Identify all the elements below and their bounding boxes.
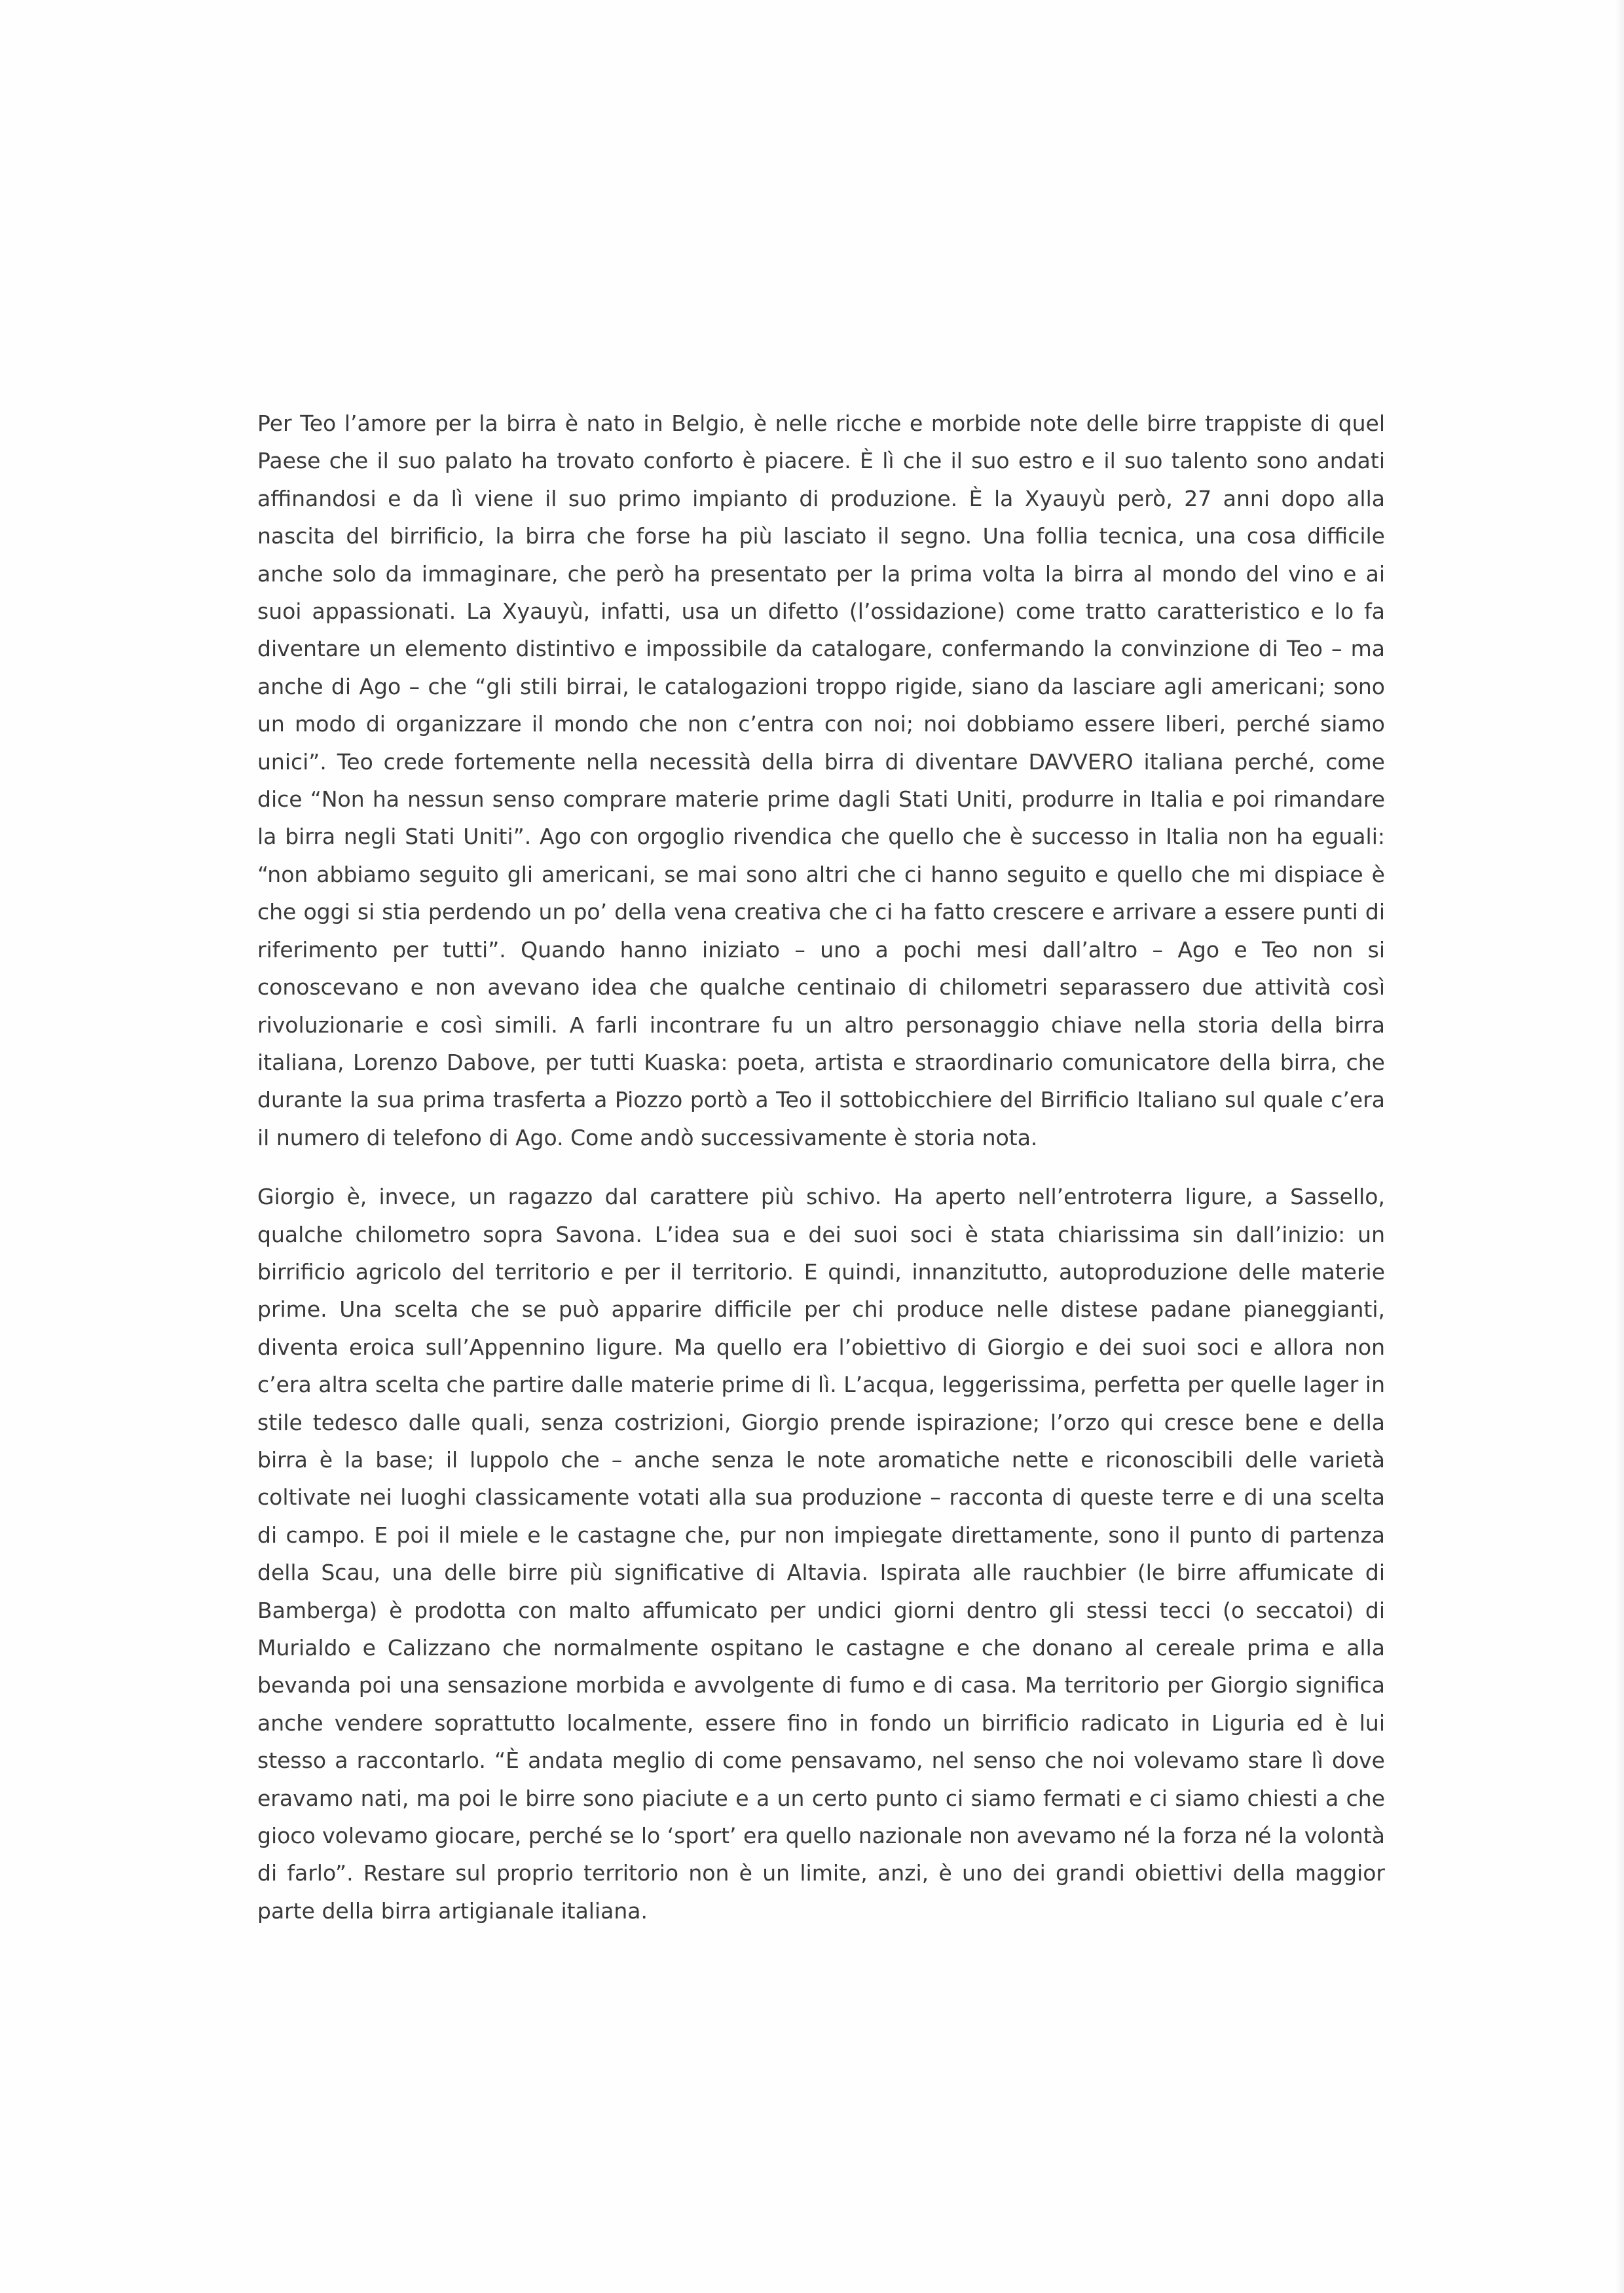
body-text (257, 405, 1385, 1930)
paragraph-teo-ago: Per Teo l’amore per la birra è nato in Belgio, è nelle ricche e morbide note delle birre trappiste di quel Paese che il suo palato ha trovato conforto è piacere. È lì che il suo estro e il suo talento sono andati affinandosi e da lì viene il suo primo impianto di produzione. È la Xyauyù però, 27 anni dopo alla nascita del birrificio, la birra che forse ha più lasciato il segno. Una follia tecnica, una cosa difficile anche solo da immaginare, che però ha presentato per la prima volta la birra al mondo del vino e ai suoi appassionati. La Xyauyù, infatti, usa un difetto (l’ossidazione) come tratto caratteristico e lo fa diventare un elemento distintivo e impossibile da catalogare, confermando la convinzione di Teo – ma anche di Ago – che “gli stili birrai, le catalogazioni troppo rigide, siano da lasciare agli americani; sono un modo di organizzare il mondo che non c’entra con noi; noi dobbiamo essere liberi, perché siamo unici”. Teo crede fortemente nella necessità della birra di diventare DAVVERO italiana perché, come dice “Non ha nessun senso comprare materie prime dagli Stati Uniti, produrre in Italia e poi rimandare la birra negli Stati Uniti”. Ago con orgoglio rivendica che quello che è successo in Italia non ha eguali: “non abbiamo seguito gli americani, se mai sono altri che ci hanno seguito e quello che mi dispiace è che oggi si stia perdendo un po’ della vena creativa che ci ha fatto crescere e arrivare a essere punti di riferimento per tutti”. Quando hanno iniziato – uno a pochi mesi dall’altro – Ago e Teo non si conoscevano e non avevano idea che qualche centinaio di chilometri separassero due attività così rivoluzionarie e così simili. A farli incontrare fu un altro personaggio chiave nella storia della birra italiana, Lorenzo Dabove, per tutti Kuaska: poeta, artista e straordinario comunicatore della birra, che durante la sua prima trasferta a Piozzo portò a Teo il sottobicchiere del Birrificio Italiano sul quale c’era il numero di telefono di Ago. Come andò successivamente è storia nota. (257, 411, 1385, 1150)
paragraph-giorgio: Giorgio è, invece, un ragazzo dal carattere più schivo. Ha aperto nell’entroterra ligure, a Sassello, qualche chilometro sopra Savona. L’idea sua e dei suoi soci è stata chiarissima sin dall’inizio: un birrificio agricolo del territorio e per il territorio. E quindi, innanzitutto, autoproduzione delle materie prime. Una scelta che se può apparire difficile per chi produce nelle distese padane pianeggianti, diventa eroica sull’Appennino ligure. Ma quello era l’obiettivo di Giorgio e dei suoi soci e allora non c’era altra scelta che partire dalle materie prime di lì. L’acqua, leggerissima, perfetta per quelle lager in stile tedesco dalle quali, senza costrizioni, Giorgio prende ispirazione; l’orzo qui cresce bene e della birra è la base; il luppolo che – anche senza le note aromatiche nette e riconoscibili delle varietà coltivate nei luoghi classicamente votati alla sua produzione – racconta di queste terre e di una scelta di campo. E poi il miele e le castagne che, pur non impiegate direttamente, sono il punto di partenza della Scau, una delle birre più significative di Altavia. Ispirata alle rauchbier (le birre affumicate di Bamberga) è prodotta con malto affumicato per undici giorni dentro gli stessi tecci (o seccatoi) di Murialdo e Calizzano che normalmente ospitano le castagne e che donano al cereale prima e alla bevanda poi una sensazione morbida e avvolgente di fumo e di casa. Ma territorio per Giorgio significa anche vendere soprattutto localmente, essere fino in fondo un birrificio radicato in Liguria ed è lui stesso a raccontarlo. “È andata meglio di come pensavamo, nel senso che noi volevamo stare lì dove eravamo nati, ma poi le birre sono piaciute e a un certo punto ci siamo fermati e ci siamo chiesti a che gioco volevamo giocare, perché se lo ‘sport’ era quello nazionale non avevamo né la forza né la volontà di farlo”. Restare sul proprio territorio non è un limite, anzi, è uno dei grandi obiettivi della maggior parte della birra artigianale italiana. (257, 1184, 1385, 1924)
scan-edge-shadow (1615, 0, 1624, 2293)
